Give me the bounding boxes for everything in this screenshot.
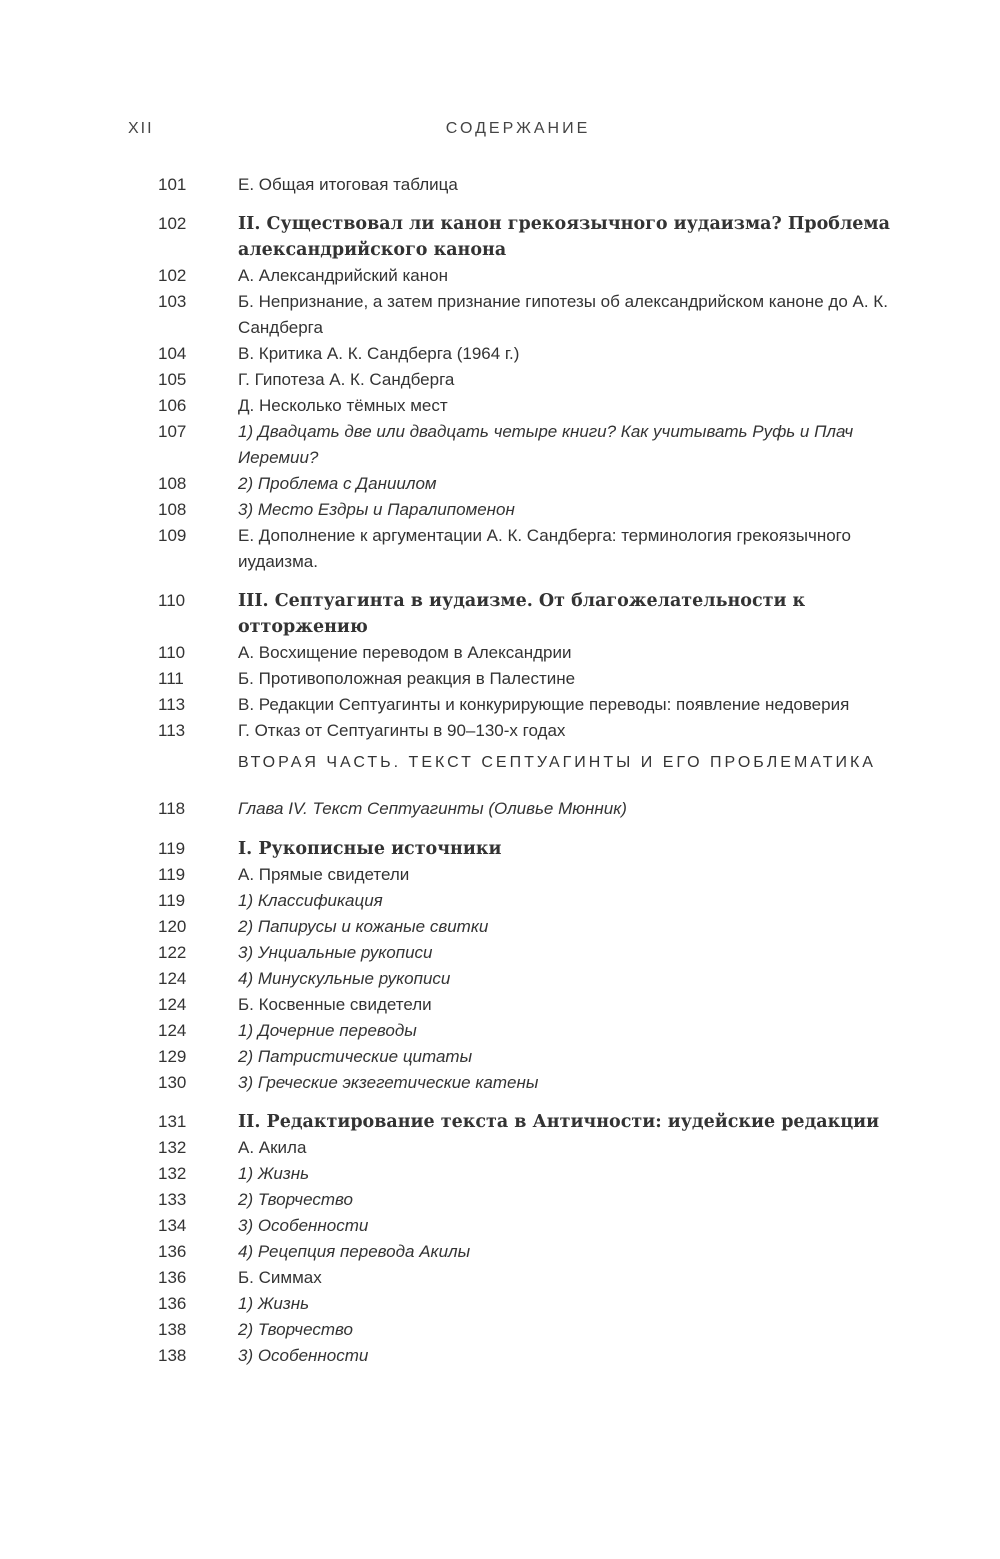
toc-entry [0, 1070, 1000, 1096]
toc-entry [0, 263, 1000, 289]
toc-page-number: 134 [158, 1216, 187, 1235]
toc-entry [0, 666, 1000, 692]
toc-entry-title: II. Редактирование текста в Античности: иудейские редакции [238, 1112, 880, 1132]
toc-page-number: 111 [158, 669, 184, 688]
toc-entry-title: 3) Место Ездры и Паралипоменон [238, 500, 515, 519]
toc-page-number: 138 [158, 1346, 187, 1365]
toc-entry [0, 419, 1000, 471]
toc-entry [0, 211, 1000, 263]
toc-page-number: 132 [158, 1138, 187, 1157]
toc-entry-title: Г. Отказ от Септуагинты в 90–130-х годах [238, 721, 566, 740]
toc-section-b [0, 836, 1000, 1369]
toc-entry [0, 1213, 1000, 1239]
toc-page-number: 105 [158, 370, 187, 389]
toc-entry [0, 966, 1000, 992]
toc-page-number: 120 [158, 917, 187, 936]
toc-entry [0, 862, 1000, 888]
toc-page-number: 110 [158, 591, 186, 610]
toc-entry-title: Б. Косвенные свидетели [238, 995, 432, 1014]
chapter-entry [0, 796, 1000, 822]
toc-entry [0, 1135, 1000, 1161]
toc-section-a [0, 172, 1000, 744]
toc-page-number: 130 [158, 1073, 187, 1092]
toc-entry-title: 2) Проблема с Даниилом [238, 474, 437, 493]
toc-entry-title: 2) Патристические цитаты [238, 1047, 473, 1066]
toc-page-number: 119 [158, 839, 186, 858]
toc-entry-title: III. Септуагинта в иудаизме. От благожелательности к отторжению [238, 591, 806, 637]
chapter-title [238, 796, 918, 822]
toc-entry-title: 2) Творчество [238, 1320, 353, 1339]
toc-entry-title: 1) Двадцать две или двадцать четыре книги? Как учитывать Руфь и Плач Иеремии? [238, 422, 854, 467]
toc-entry-title: I. Рукописные источники [238, 839, 502, 859]
chapter-title-italic: Глава IV. Текст Септуагинты [238, 799, 484, 818]
page-header [128, 120, 928, 144]
toc-page-number: 129 [158, 1047, 187, 1066]
toc-entry [0, 588, 1000, 640]
toc-entry-title: А. Прямые свидетели [238, 865, 410, 884]
toc-page-number: 119 [158, 865, 186, 884]
toc-page-number: 101 [158, 175, 187, 194]
toc-entry [0, 1187, 1000, 1213]
toc-page-number: 119 [158, 891, 186, 910]
toc-entry [0, 1343, 1000, 1369]
toc-entry-title: 4) Минускульные рукописи [238, 969, 451, 988]
toc-entry [0, 940, 1000, 966]
toc-page-number: 131 [158, 1112, 187, 1131]
toc-page-number: 122 [158, 943, 187, 962]
toc-page-number: 107 [158, 422, 187, 441]
toc-page-number: 124 [158, 969, 187, 988]
toc-entry [0, 1018, 1000, 1044]
page-folio: XII [128, 120, 154, 137]
toc-entry [0, 471, 1000, 497]
toc-page-number: 104 [158, 344, 187, 363]
toc-entry [0, 497, 1000, 523]
toc-entry [0, 836, 1000, 862]
toc-page-number: 102 [158, 214, 187, 233]
toc-entry [0, 1109, 1000, 1135]
toc-entry [0, 341, 1000, 367]
toc-page-number: 113 [158, 695, 186, 714]
toc-entry-title: 2) Папирусы и кожаные свитки [238, 917, 489, 936]
toc-page-number: 106 [158, 396, 187, 415]
toc-entry [0, 393, 1000, 419]
chapter-entry-wrap [0, 796, 1000, 822]
toc-entry [0, 1317, 1000, 1343]
toc-entry [0, 1161, 1000, 1187]
toc-entry-title: 3) Особенности [238, 1216, 369, 1235]
toc-entry-title: Б. Симмах [238, 1268, 322, 1287]
toc-page-number: 124 [158, 1021, 187, 1040]
toc-page-number: 136 [158, 1242, 187, 1261]
toc-entry-title: Д. Несколько тёмных мест [238, 396, 448, 415]
toc-entry-title: 2) Творчество [238, 1190, 353, 1209]
toc-entry [0, 367, 1000, 393]
toc-entry-title: II. Существовал ли канон грекоязычного иудаизма? Проблема александрийского канона [238, 214, 890, 260]
toc-entry [0, 640, 1000, 666]
toc-entry-title: 3) Особенности [238, 1346, 369, 1365]
toc-entry-title: 4) Рецепция перевода Акилы [238, 1242, 471, 1261]
toc-page-number: 132 [158, 1164, 187, 1183]
toc-entry [0, 289, 1000, 341]
toc-page-number: 124 [158, 995, 187, 1014]
toc-entry [0, 692, 1000, 718]
toc-entry-title: Б. Противоположная реакция в Палестине [238, 669, 576, 688]
toc-entry-title: В. Критика А. К. Сандберга (1964 г.) [238, 344, 520, 363]
toc-entry-title: Е. Дополнение к аргументации А. К. Сандберга: терминология грекоязычного иудаизма. [238, 526, 851, 571]
toc-page-number: 108 [158, 474, 187, 493]
running-title: СОДЕРЖАНИЕ [445, 120, 591, 137]
toc-entry-title: А. Восхищение переводом в Александрии [238, 643, 572, 662]
toc-page-number: 136 [158, 1268, 187, 1287]
toc-entry-title: А. Александрийский канон [238, 266, 448, 285]
toc-page-number: 113 [158, 721, 186, 740]
toc-entry [0, 172, 1000, 198]
toc-page-number: 102 [158, 266, 187, 285]
toc-page-number: 110 [158, 643, 186, 662]
toc-entry-title: В. Редакции Септуагинты и конкурирующие переводы: появление недоверия [238, 695, 850, 714]
toc-entry [0, 718, 1000, 744]
chapter-author: (Оливье Мюнник) [483, 799, 627, 818]
toc-entry [0, 888, 1000, 914]
toc-entry [0, 1265, 1000, 1291]
toc-page-number: 136 [158, 1294, 187, 1313]
toc-page-number: 103 [158, 292, 187, 311]
toc-entry-title: 1) Классификация [238, 891, 383, 910]
toc-entry-title: Б. Непризнание, а затем признание гипотезы об александрийском каноне до А. К. Сандберга [238, 292, 888, 337]
toc-entry-title: 3) Унциальные рукописи [238, 943, 433, 962]
toc-entry [0, 1291, 1000, 1317]
toc-entry [0, 523, 1000, 575]
part-title: ВТОРАЯ ЧАСТЬ. ТЕКСТ СЕПТУАГИНТЫ И ЕГО ПРОБЛЕМАТИКА [238, 754, 876, 771]
toc-entry-title: 1) Жизнь [238, 1164, 310, 1183]
toc-entry-title: 1) Дочерние переводы [238, 1021, 417, 1040]
toc-page-number: 133 [158, 1190, 187, 1209]
toc-entry [0, 1044, 1000, 1070]
toc-page-number: 138 [158, 1320, 187, 1339]
toc-page-number: 109 [158, 526, 187, 545]
toc-entry [0, 1239, 1000, 1265]
toc-entry-title: 3) Греческие экзегетические катены [238, 1073, 539, 1092]
toc-entry-title: 1) Жизнь [238, 1294, 310, 1313]
toc-page-number: 118 [158, 799, 186, 818]
toc-entry-title: Г. Гипотеза А. К. Сандберга [238, 370, 455, 389]
toc-page-number: 108 [158, 500, 187, 519]
toc-entry-title: А. Акила [238, 1138, 307, 1157]
toc-entry [0, 992, 1000, 1018]
toc-entry [0, 914, 1000, 940]
toc-entry-title: Е. Общая итоговая таблица [238, 175, 458, 194]
